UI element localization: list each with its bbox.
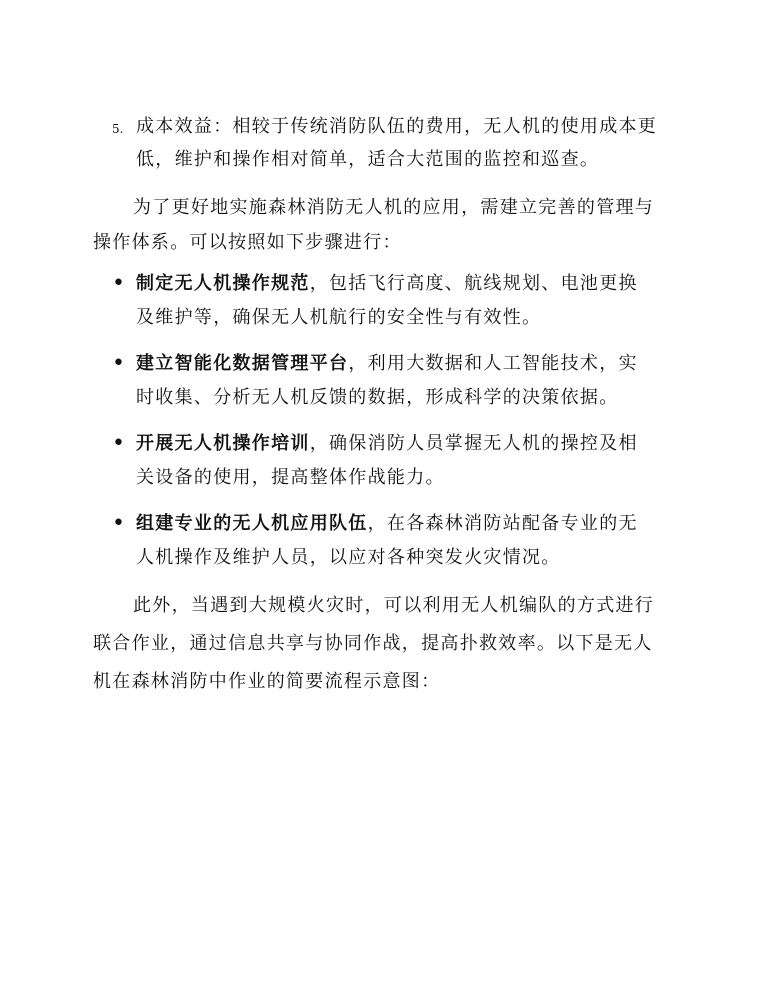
item5-line-2: 低，维护和操作相对简单，适合大范围的监控和巡查。 (136, 149, 600, 170)
bullet-4-line-1-rest: ，在各森林消防站配备专业的无 (367, 513, 638, 534)
bullet-marker: • (112, 351, 125, 376)
bullet-marker: • (112, 431, 125, 456)
bullet-3-line-2: 关设备的使用，提高整体作战能力。 (136, 467, 445, 488)
paragraph-2-line-2: 联合作业，通过信息共享与协同作战，提高扑救效率。以下是无人 (93, 633, 653, 654)
paragraph-2-line-3: 机在森林消防中作业的简要流程示意图： (93, 671, 441, 692)
bullet-4-line-1 (136, 512, 638, 536)
paragraph-1-line-2: 操作体系。可以按照如下步骤进行： (93, 232, 402, 253)
bullet-4-line-2: 人机操作及维护人员，以应对各种突发火灾情况。 (136, 547, 561, 568)
bullet-2-line-1 (136, 352, 638, 376)
bullet-4-title: 组建专业的无人机应用队伍 (136, 513, 368, 534)
bullet-2-line-2: 时收集、分析无人机反馈的数据，形成科学的决策依据。 (136, 387, 619, 408)
bullet-1-line-1-rest: ，包括飞行高度、航线规划、电池更换 (309, 273, 638, 294)
bullet-1-line-1 (136, 272, 638, 296)
bullet-1-title: 制定无人机操作规范 (136, 273, 310, 294)
bullet-2-title: 建立智能化数据管理平台 (136, 353, 349, 374)
paragraph-2-line-1: 此外，当遇到大规模火灾时，可以利用无人机编队的方式进行 (133, 595, 655, 616)
bullet-3-line-1-rest: ，确保消防人员掌握无人机的操控及相 (309, 433, 638, 454)
bullet-2-line-1-rest: ，利用大数据和人工智能技术，实 (348, 353, 638, 374)
bullet-marker: • (112, 511, 125, 536)
bullet-1-line-2: 及维护等，确保无人机航行的安全性与有效性。 (136, 307, 542, 328)
bullet-marker: • (112, 271, 125, 296)
bullet-3-title: 开展无人机操作培训 (136, 433, 310, 454)
bullet-3-line-1 (136, 432, 638, 456)
paragraph-1-line-1: 为了更好地实施森林消防无人机的应用，需建立完善的管理与 (133, 197, 655, 218)
list-number: 5. (112, 122, 124, 136)
item5-line-1: 成本效益：相较于传统消防队伍的费用，无人机的使用成本更 (136, 116, 658, 137)
